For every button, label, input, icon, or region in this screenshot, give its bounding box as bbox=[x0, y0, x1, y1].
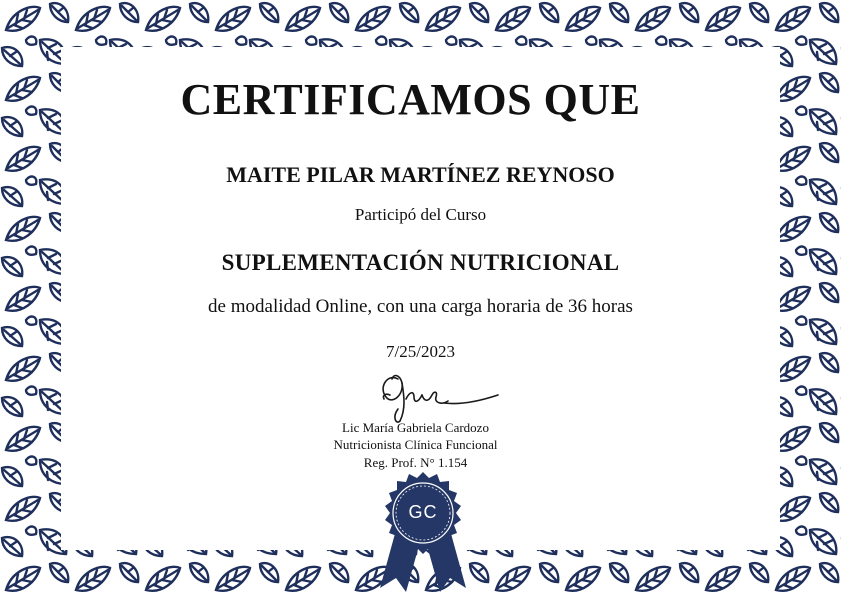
handwritten-signature bbox=[370, 365, 510, 425]
seal-initials: GC bbox=[408, 502, 438, 522]
award-ribbon-icon bbox=[372, 470, 474, 595]
signer-registration: Reg. Prof. N° 1.154 bbox=[363, 455, 468, 470]
issue-date: 7/25/2023 bbox=[386, 342, 455, 361]
certificate-heading: CERTIFICAMOS QUE bbox=[180, 75, 641, 124]
signer-name: Lic María Gabriela Cardozo bbox=[342, 420, 489, 435]
course-title: SUPLEMENTACIÓN NUTRICIONAL bbox=[221, 250, 620, 275]
signer-title: Nutricionista Clínica Funcional bbox=[333, 437, 498, 452]
recipient-name: MAITE PILAR MARTÍNEZ REYNOSO bbox=[226, 162, 615, 187]
participated-text: Participó del Curso bbox=[354, 205, 487, 224]
course-modality: de modalidad Online, con una carga horaria de 36 horas bbox=[208, 296, 633, 317]
